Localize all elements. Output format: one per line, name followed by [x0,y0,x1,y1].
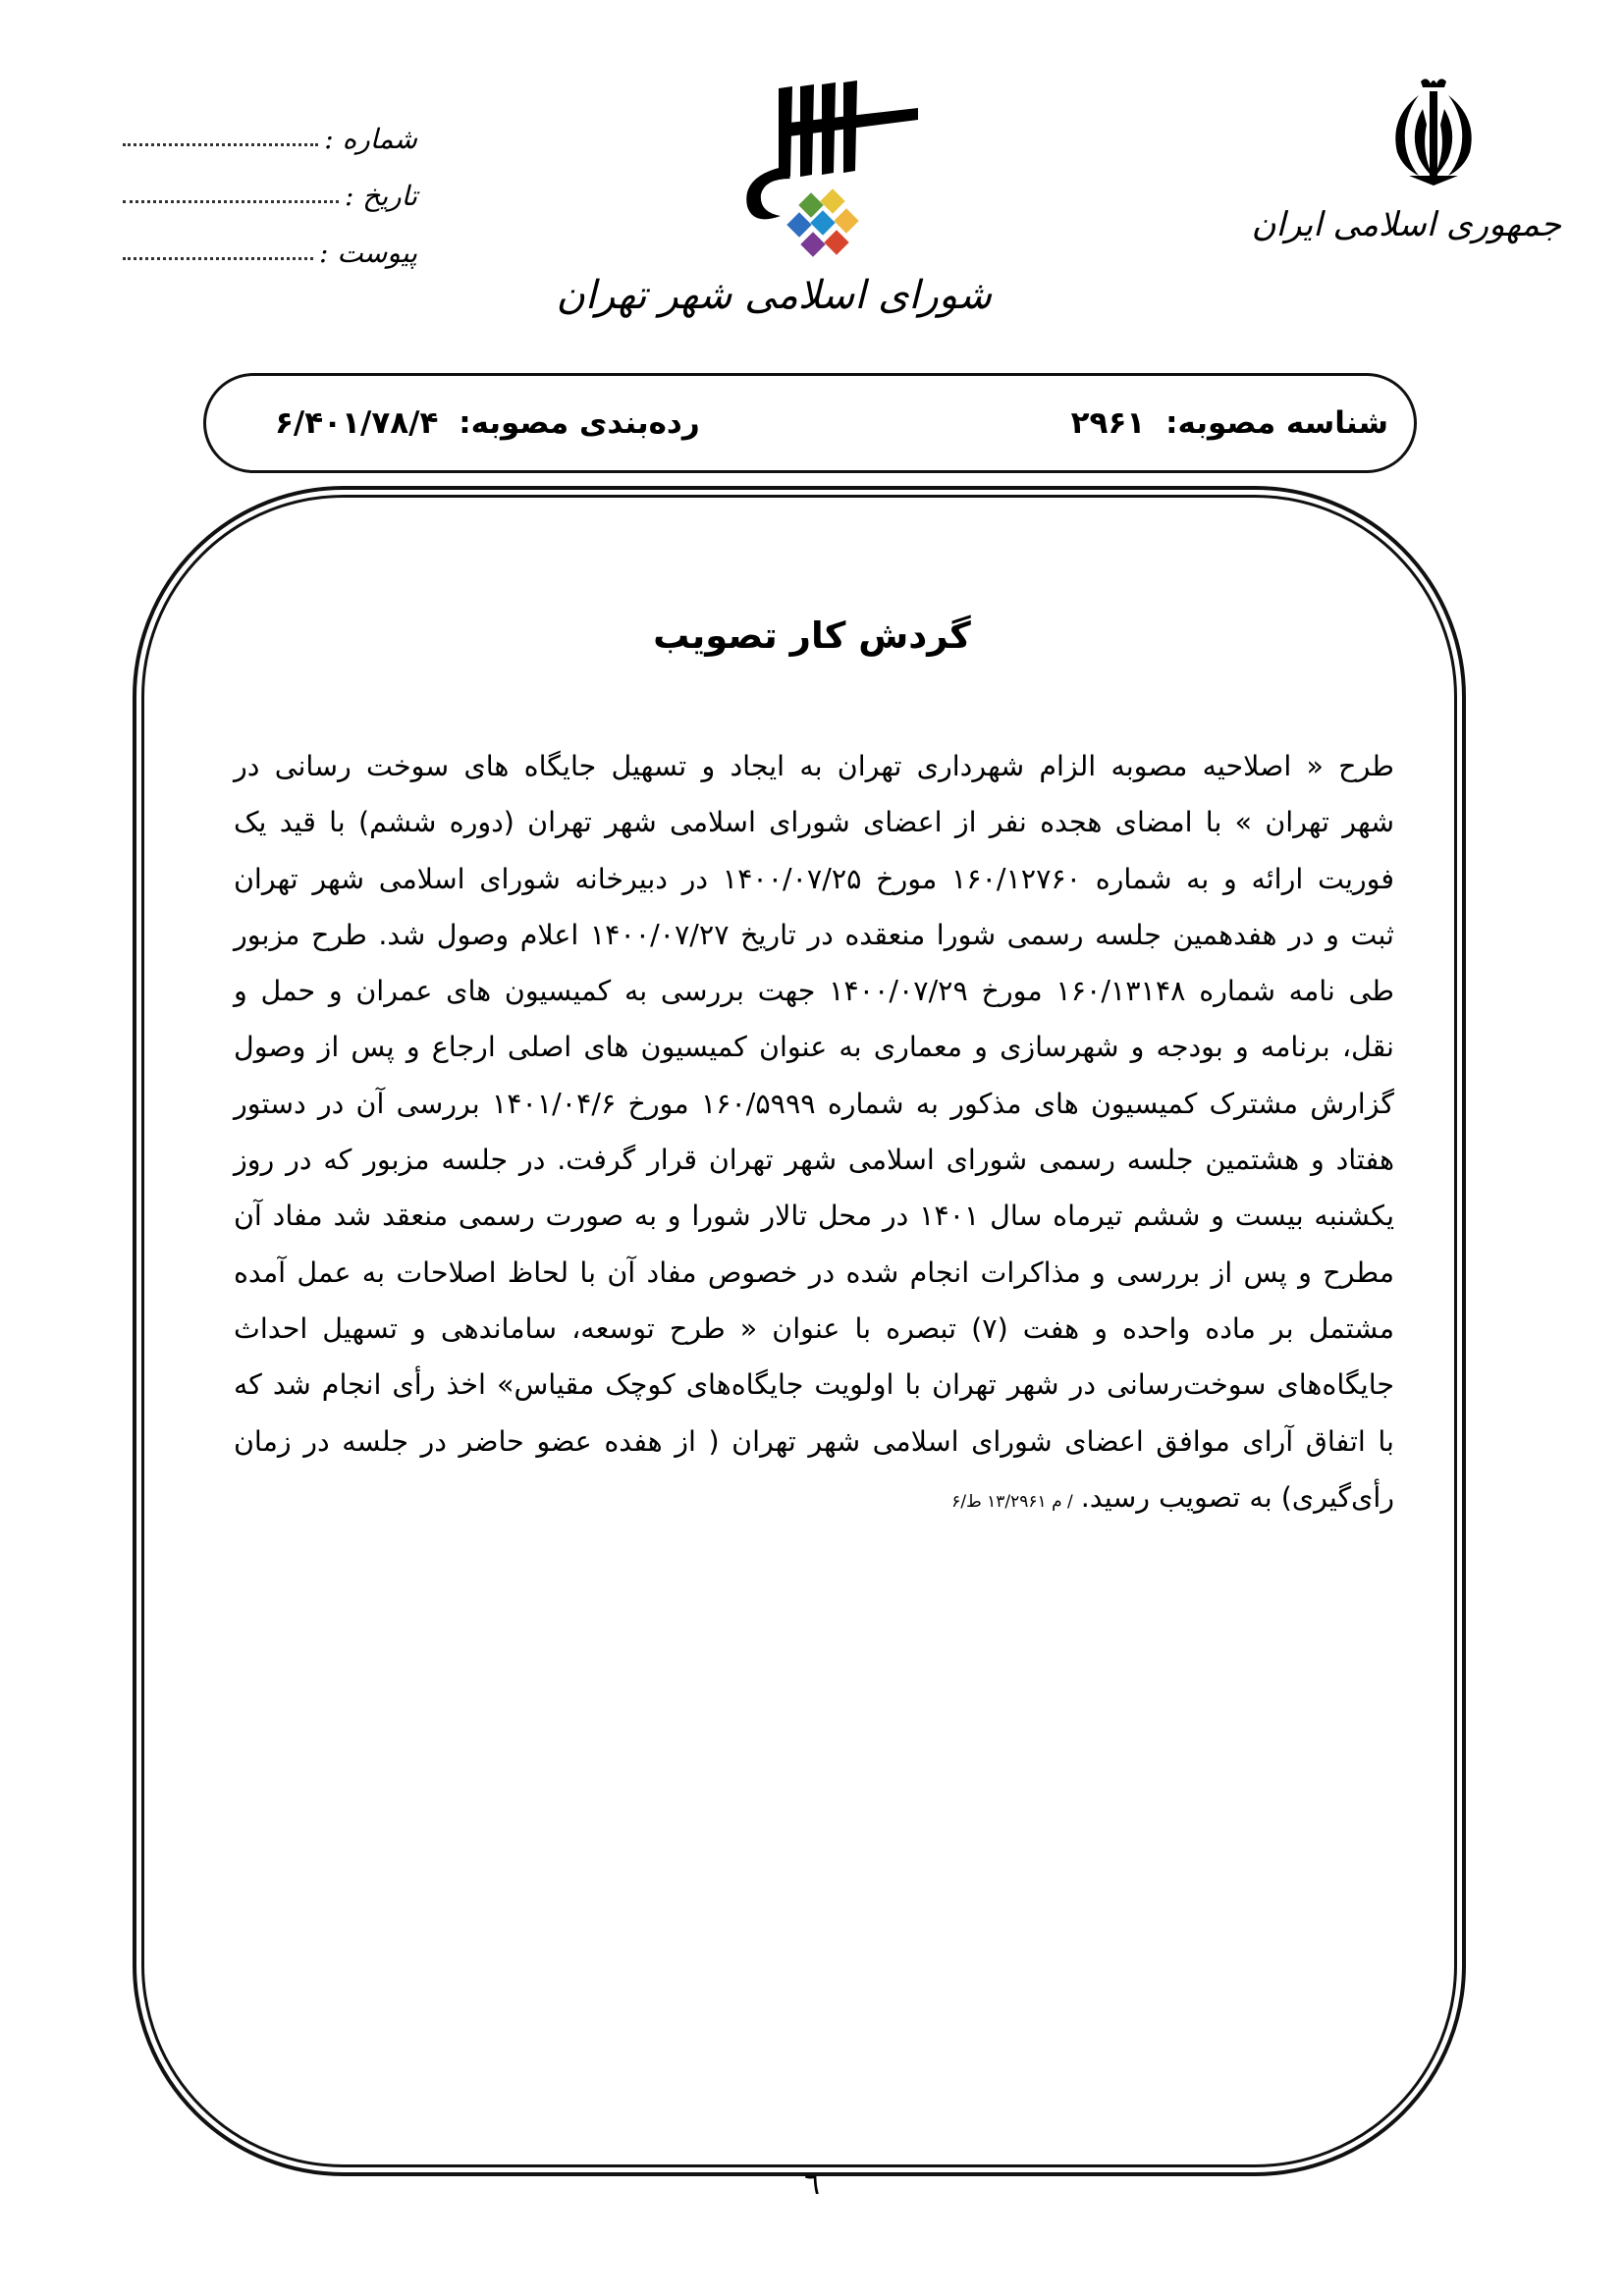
iran-emblem-icon [1380,74,1488,191]
document-title: گردش کار تصویب [653,614,971,657]
meta-field-date [123,155,417,212]
national-emblem-block [1251,74,1561,244]
meta-label-attachment: پیوست : [319,237,417,269]
body-line: مشتمل بر ماده واحده و هفت (۷) تبصره با عنوان « طرح توسعه، ساماندهی و تسهیل احداث [234,1311,1394,1345]
body-line: نقل، برنامه و بودجه و شهرسازی و معماری به عنوان کمیسیون های اصلی ارجاع و پس از وصول [234,1031,1394,1064]
resolution-id [1071,405,1388,441]
page-number: ٦ [803,2167,821,2202]
resolution-classification [275,405,700,441]
classification-value: ۶/۴۰۱/۷۸/۴ [275,405,439,441]
tehran-council-logo-icon [722,69,947,265]
document-body [234,738,1394,1530]
body-line: هفتاد و هشتمین جلسه رسمی شورای اسلامی شهر تهران قرار گرفت. در جلسه مزبور که در روز [234,1144,1394,1177]
emblem-caption: جمهوری اسلامی ایران [1251,205,1561,244]
council-logo-block [556,69,992,318]
council-caption: شورای اسلامی شهر تهران [556,273,992,318]
resolution-id-label: شناسه مصوبه: [1165,405,1388,441]
body-line: مطرح و پس از بررسی و مذاکرات انجام شده در خصوص مفاد آن با لحاظ اصلاحات به عمل آمده [234,1255,1394,1289]
meta-dotted-line [123,143,318,146]
body-line: طرح « اصلاحیه مصوبه الزام شهرداری تهران به ایجاد و تسهیل جایگاه های سوخت رسانی در [234,750,1394,782]
meta-dotted-line [123,257,313,260]
meta-field-number [123,98,417,155]
body-line: شهر تهران » با امضای هجده نفر از اعضای شورای اسلامی شهر تهران (دوره ششم) با قید یک [234,806,1394,839]
body-line-last [234,1469,1394,1530]
meta-field-attachment [123,212,417,269]
body-line: ثبت و در هفدهمین جلسه رسمی شورا منعقده در تاریخ ۱۴۰۰/۰۷/۲۷ اعلام وصول شد. طرح مزبور [234,918,1394,951]
body-line-final-text: رأی‌گیری) به تصویب رسید. [1080,1480,1394,1514]
classification-label: رده‌بندی مصوبه: [459,405,700,441]
meta-label-number: شماره : [324,123,417,155]
meta-dotted-line [123,200,339,203]
body-line: فوریت ارائه و به شماره ۱۶۰/۱۲۷۶۰ مورخ ۱۴۰۰/۰۷/۲۵ در دبیرخانه شورای اسلامی شهر تهران [234,862,1394,895]
resolution-id-value: ۲۹۶۱ [1070,405,1146,441]
meta-label-date: تاریخ : [344,180,417,212]
body-line: یکشنبه بیست و ششم تیرماه سال ۱۴۰۱ در محل تالار شورا و به صورت رسمی منعقد شد مفاد آن [234,1200,1394,1233]
resolution-id-box [203,373,1417,473]
body-line: با اتفاق آرای موافق اعضای شورای اسلامی شهر تهران ( از هفده عضو حاضر در جلسه در زمان [234,1424,1394,1458]
body-line: جایگاه‌های سوخت‌رسانی در شهر تهران با اولویت جایگاه‌های کوچک مقیاس» اخذ رأی انجام شد که [234,1368,1394,1402]
body-line: گزارش مشترک کمیسیون های مذکور به شماره ۱۶۰/۵۹۹۹ مورخ ۱۴۰۱/۰۴/۶ بررسی آن در دستور [234,1087,1394,1120]
body-line: طی نامه شماره ۱۶۰/۱۳۱۴۸ مورخ ۱۴۰۰/۰۷/۲۹ جهت بررسی به کمیسیون های عمران و حمل و [234,975,1394,1008]
reference-code: / م ۱۳/۲۹۶۱ ط/۶ [951,1491,1073,1512]
letter-meta-fields [123,98,417,269]
